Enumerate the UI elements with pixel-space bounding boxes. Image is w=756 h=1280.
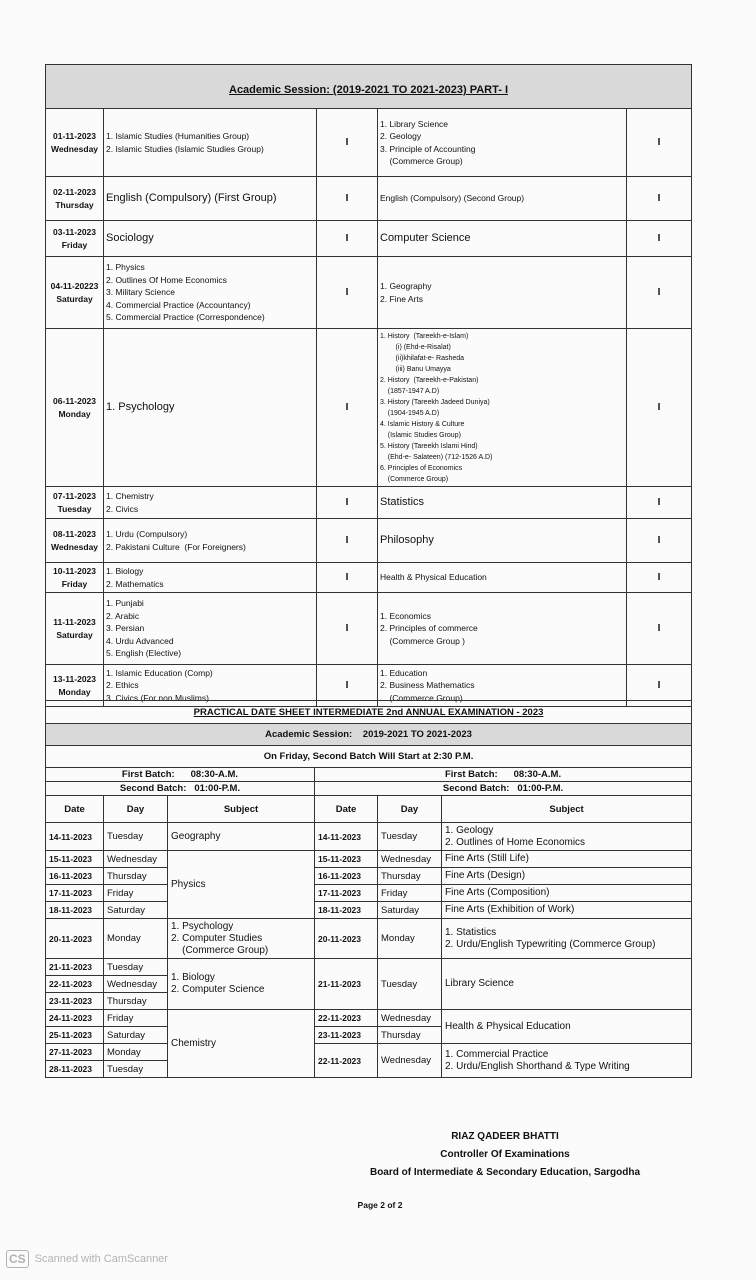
subject-line: 2. Urdu/English Shorthand & Type Writing bbox=[445, 1060, 630, 1072]
subject-line: (Commerce Group) bbox=[171, 944, 269, 956]
practical-row bbox=[46, 1044, 692, 1061]
exam-date: 07-11-2023 bbox=[52, 490, 96, 501]
subject-line: 1. Islamic Studies (Humanities Group) bbox=[106, 131, 250, 141]
subject-line: 2. Outlines of Home Economics bbox=[445, 836, 586, 848]
subject-line: 4. Commercial Practice (Accountancy) bbox=[106, 299, 251, 310]
subject-line: 2. Business Mathematics bbox=[380, 680, 475, 691]
paper-number: I bbox=[317, 487, 378, 519]
subject-line: 2. Outlines Of Home Economics bbox=[106, 274, 227, 285]
practical-subject bbox=[442, 902, 692, 919]
subject-line: 5. History (Tareekh Islami Hind) bbox=[380, 442, 478, 450]
exam-date-cell bbox=[46, 257, 104, 329]
camscanner-watermark bbox=[6, 1250, 168, 1268]
paper-number: I bbox=[317, 257, 378, 329]
second-batch-left bbox=[46, 782, 315, 796]
exam-date-cell bbox=[46, 593, 104, 665]
paper-number: I bbox=[627, 519, 692, 563]
theory-row bbox=[46, 221, 692, 257]
practical-day: Wednesday bbox=[378, 851, 442, 868]
subject-line: 1. Chemistry bbox=[106, 491, 154, 501]
first-session-subjects bbox=[104, 177, 317, 221]
subject-line: 2. Islamic Studies (Islamic Studies Group) bbox=[106, 143, 264, 154]
exam-day: Thursday bbox=[55, 199, 94, 210]
practical-date: 23-11-2023 bbox=[46, 993, 104, 1010]
theory-row bbox=[46, 593, 692, 665]
practical-header-row bbox=[46, 796, 692, 823]
practical-day: Tuesday bbox=[104, 959, 168, 976]
exam-day: Monday bbox=[58, 408, 91, 419]
camscanner-logo-icon: CS bbox=[6, 1250, 29, 1268]
paper-number: I bbox=[317, 177, 378, 221]
first-batch-time: 08:30-A.M. bbox=[513, 769, 562, 780]
practical-subject bbox=[442, 1010, 692, 1044]
exam-day: Saturday bbox=[56, 629, 93, 640]
subject-line: Fine Arts (Design) bbox=[445, 870, 526, 881]
exam-date: 06-11-2023 bbox=[52, 395, 96, 406]
practical-row bbox=[46, 919, 692, 959]
subject-line: 1. History (Tareekh-e-Islam) bbox=[380, 332, 469, 340]
subject-line: Fine Arts (Composition) bbox=[445, 887, 550, 898]
practical-date: 20-11-2023 bbox=[46, 919, 104, 959]
practical-day: Thursday bbox=[104, 993, 168, 1010]
subject-line: 4. Urdu Advanced bbox=[106, 635, 174, 646]
exam-date-cell bbox=[46, 177, 104, 221]
subject-line: 1. Punjabi bbox=[106, 598, 144, 609]
header-subject: Subject bbox=[168, 796, 315, 823]
exam-date: 02-11-2023 bbox=[52, 186, 96, 197]
subject-line: 1. Psychology bbox=[106, 401, 175, 414]
practical-day: Thursday bbox=[378, 868, 442, 885]
subject-line: 3. History (Tareekh Jadeed Duniya) bbox=[380, 398, 490, 406]
practical-day: Saturday bbox=[104, 1027, 168, 1044]
subject-line: Physics bbox=[171, 878, 206, 890]
practical-date: 15-11-2023 bbox=[46, 851, 104, 868]
first-session-subjects bbox=[104, 593, 317, 665]
theory-datesheet-table bbox=[45, 64, 692, 707]
practical-date: 18-11-2023 bbox=[315, 902, 378, 919]
practical-subject bbox=[168, 823, 315, 851]
controller-designation: Controller Of Examinations bbox=[440, 1149, 570, 1160]
subject-line: 3. Principle of Accounting bbox=[380, 143, 476, 154]
paper-number: I bbox=[627, 329, 692, 487]
subject-line: 2. Urdu/English Typewriting (Commerce Group) bbox=[445, 938, 656, 950]
paper-number: I bbox=[317, 329, 378, 487]
exam-day: Saturday bbox=[56, 293, 93, 304]
exam-day: Tuesday bbox=[57, 503, 92, 514]
practical-day: Tuesday bbox=[104, 823, 168, 851]
subject-line: Health & Physical Education bbox=[445, 1020, 571, 1032]
subject-line: 2. Geology bbox=[380, 131, 422, 141]
practical-date: 27-11-2023 bbox=[46, 1044, 104, 1061]
exam-date: 03-11-2023 bbox=[52, 226, 96, 237]
second-session-subjects bbox=[378, 221, 627, 257]
exam-date: 10-11-2023 bbox=[52, 565, 96, 576]
practical-day: Monday bbox=[378, 919, 442, 959]
paper-number: I bbox=[627, 563, 692, 593]
subject-line: 5. English (Elective) bbox=[106, 648, 182, 659]
subject-line: 1. Education bbox=[380, 667, 428, 678]
exam-day: Friday bbox=[61, 239, 88, 250]
paper-number: I bbox=[627, 177, 692, 221]
theory-row bbox=[46, 177, 692, 221]
subject-line: Statistics bbox=[380, 496, 425, 509]
first-batch-right bbox=[315, 768, 692, 782]
subject-line: 1. Statistics bbox=[445, 926, 497, 938]
second-batch-time: 01:00-P.M. bbox=[194, 783, 241, 794]
first-batch-label: First Batch: bbox=[121, 769, 175, 780]
subject-line: (Commerce Group ) bbox=[380, 635, 466, 646]
exam-day: Wednesday bbox=[50, 541, 99, 552]
exam-date: 04-11-20223 bbox=[50, 280, 99, 291]
practical-date: 22-11-2023 bbox=[315, 1044, 378, 1078]
practical-date: 18-11-2023 bbox=[46, 902, 104, 919]
practical-row bbox=[46, 885, 692, 902]
exam-date: 01-11-2023 bbox=[52, 130, 96, 141]
paper-number: I bbox=[317, 519, 378, 563]
subject-line: English (Compulsory) (First Group) bbox=[106, 192, 277, 205]
second-session-subjects bbox=[378, 177, 627, 221]
first-session-subjects bbox=[104, 519, 317, 563]
friday-note: On Friday, Second Batch Will Start at 2:30 P.M. bbox=[46, 746, 692, 768]
subject-line: 2. Computer Science bbox=[171, 984, 265, 995]
practical-day: Tuesday bbox=[378, 959, 442, 1010]
subject-line: Library Science bbox=[445, 978, 514, 989]
paper-number: I bbox=[317, 563, 378, 593]
subject-line: Geography bbox=[171, 830, 221, 842]
exam-day: Monday bbox=[58, 686, 91, 697]
header-subject: Subject bbox=[442, 796, 692, 823]
subject-line: 2. Arabic bbox=[106, 610, 140, 621]
theory-row bbox=[46, 563, 692, 593]
subject-line: 6. Principles of Economics bbox=[380, 464, 463, 472]
exam-date-cell bbox=[46, 519, 104, 563]
practical-day: Thursday bbox=[104, 868, 168, 885]
practical-day: Friday bbox=[378, 885, 442, 902]
practical-row bbox=[46, 868, 692, 885]
second-session-subjects bbox=[378, 593, 627, 665]
practical-day: Monday bbox=[104, 1044, 168, 1061]
subject-line: 3. Civics (For non Muslims) bbox=[106, 692, 209, 703]
controller-name: RIAZ QADEER BHATTI bbox=[451, 1131, 559, 1142]
first-batch-time: 08:30-A.M. bbox=[190, 769, 239, 780]
first-session-subjects bbox=[104, 329, 317, 487]
practical-row bbox=[46, 902, 692, 919]
subject-line: 3. Persian bbox=[106, 623, 145, 634]
practical-day: Wednesday bbox=[104, 851, 168, 868]
practical-subject bbox=[168, 959, 315, 1010]
subject-line: 2. Mathematics bbox=[106, 578, 164, 589]
subject-line: 1. Geography bbox=[380, 281, 432, 291]
second-batch-label: Second Batch: bbox=[442, 783, 510, 794]
exam-date: 08-11-2023 bbox=[52, 528, 96, 539]
second-session-subjects bbox=[378, 329, 627, 487]
practical-day: Tuesday bbox=[104, 1061, 168, 1078]
exam-date-cell bbox=[46, 329, 104, 487]
practical-subject bbox=[168, 1010, 315, 1078]
practical-date: 20-11-2023 bbox=[315, 919, 378, 959]
practical-subject bbox=[442, 919, 692, 959]
practical-subject bbox=[442, 851, 692, 868]
practical-subject bbox=[442, 959, 692, 1010]
paper-number: I bbox=[317, 665, 378, 707]
exam-date-cell bbox=[46, 563, 104, 593]
subject-line: 1. Geology bbox=[445, 824, 494, 836]
practical-subject bbox=[442, 885, 692, 902]
practical-date: 21-11-2023 bbox=[315, 959, 378, 1010]
practical-subject bbox=[442, 823, 692, 851]
first-batch-left bbox=[46, 768, 315, 782]
practical-title: PRACTICAL DATE SHEET INTERMEDIATE 2nd ANNUAL EXAMINATION - 2023 bbox=[46, 701, 692, 724]
paper-number: I bbox=[627, 221, 692, 257]
subject-line: Health & Physical Education bbox=[380, 572, 487, 583]
header-date: Date bbox=[315, 796, 378, 823]
exam-date: 13-11-2023 bbox=[52, 673, 96, 684]
practical-date: 17-11-2023 bbox=[46, 885, 104, 902]
subject-line: Computer Science bbox=[380, 232, 471, 245]
subject-line: 3. Military Science bbox=[106, 287, 175, 298]
subject-line: Sociology bbox=[106, 232, 154, 245]
subject-line: English (Compulsory) (Second Group) bbox=[380, 193, 525, 204]
paper-number: I bbox=[627, 109, 692, 177]
practical-day: Thursday bbox=[378, 1027, 442, 1044]
practical-date: 28-11-2023 bbox=[46, 1061, 104, 1078]
subject-line: 1. Urdu (Compulsory) bbox=[106, 529, 188, 539]
subject-line: (Islamic Studies Group) bbox=[380, 431, 461, 439]
subject-line: 1. Biology bbox=[171, 972, 215, 983]
subject-line: 2. History (Tareekh-e-Pakistan) bbox=[380, 376, 479, 384]
practical-date: 16-11-2023 bbox=[46, 868, 104, 885]
practical-day: Saturday bbox=[104, 902, 168, 919]
practical-date: 23-11-2023 bbox=[315, 1027, 378, 1044]
exam-date: 11-11-2023 bbox=[53, 616, 96, 627]
subject-line: (Commerce Group) bbox=[380, 692, 463, 703]
practical-date: 25-11-2023 bbox=[46, 1027, 104, 1044]
first-session-subjects bbox=[104, 257, 317, 329]
practical-day: Friday bbox=[104, 885, 168, 902]
practical-subject bbox=[168, 851, 315, 919]
subject-line: Fine Arts (Exhibition of Work) bbox=[445, 904, 575, 915]
practical-row bbox=[46, 959, 692, 976]
practical-subject bbox=[442, 1044, 692, 1078]
practical-date: 16-11-2023 bbox=[315, 868, 378, 885]
second-session-subjects bbox=[378, 519, 627, 563]
paper-number: I bbox=[317, 593, 378, 665]
subject-line: Philosophy bbox=[380, 534, 434, 547]
first-session-subjects bbox=[104, 221, 317, 257]
practical-day: Tuesday bbox=[378, 823, 442, 851]
practical-date: 21-11-2023 bbox=[46, 959, 104, 976]
subject-line: 2. Pakistani Culture (For Foreigners) bbox=[106, 541, 246, 552]
practical-datesheet-table bbox=[45, 700, 692, 1078]
subject-line: (1904-1945 A.D) bbox=[380, 409, 440, 417]
header-day: Day bbox=[378, 796, 442, 823]
practical-day: Monday bbox=[104, 919, 168, 959]
practical-session bbox=[46, 724, 692, 746]
paper-number: I bbox=[317, 109, 378, 177]
exam-date-cell bbox=[46, 109, 104, 177]
paper-number: I bbox=[317, 221, 378, 257]
subject-line: 1. Psychology bbox=[171, 920, 234, 932]
exam-day: Wednesday bbox=[50, 143, 99, 154]
subject-line: 2. Civics bbox=[106, 503, 139, 514]
subject-line: 1. Islamic Education (Comp) bbox=[106, 667, 213, 678]
practical-date: 22-11-2023 bbox=[315, 1010, 378, 1027]
first-session-subjects bbox=[104, 109, 317, 177]
second-batch-label: Second Batch: bbox=[119, 783, 187, 794]
paper-number: I bbox=[627, 593, 692, 665]
subject-line: (i) (Ehd-e-Risalat) bbox=[380, 343, 451, 351]
subject-line: 2. Ethics bbox=[106, 680, 139, 691]
second-session-subjects bbox=[378, 563, 627, 593]
practical-day: Wednesday bbox=[378, 1044, 442, 1078]
subject-line: 1. Commercial Practice bbox=[445, 1048, 549, 1060]
practical-day: Friday bbox=[104, 1010, 168, 1027]
first-session-subjects bbox=[104, 487, 317, 519]
subject-line: 1. Biology bbox=[106, 566, 144, 576]
practical-day: Saturday bbox=[378, 902, 442, 919]
practical-row bbox=[46, 851, 692, 868]
practical-date: 14-11-2023 bbox=[315, 823, 378, 851]
theory-row bbox=[46, 109, 692, 177]
header-date: Date bbox=[46, 796, 104, 823]
paper-number: I bbox=[627, 665, 692, 707]
exam-date-cell bbox=[46, 487, 104, 519]
subject-line: 1. Library Science bbox=[380, 118, 449, 129]
practical-subject bbox=[442, 868, 692, 885]
subject-line: 2. Computer Studies bbox=[171, 932, 263, 944]
page-number: Page 2 of 2 bbox=[357, 1200, 403, 1210]
theory-row bbox=[46, 487, 692, 519]
practical-date: 22-11-2023 bbox=[46, 976, 104, 993]
practical-date: 15-11-2023 bbox=[315, 851, 378, 868]
practical-session-label: Academic Session: bbox=[265, 729, 353, 740]
practical-day: Wednesday bbox=[104, 976, 168, 993]
practical-date: 24-11-2023 bbox=[46, 1010, 104, 1027]
practical-day: Wednesday bbox=[378, 1010, 442, 1027]
second-batch-right bbox=[315, 782, 692, 796]
theory-row bbox=[46, 519, 692, 563]
exam-date-cell bbox=[46, 221, 104, 257]
subject-line: (1857-1947 A.D) bbox=[380, 387, 440, 395]
subject-line: (Commerce Group) bbox=[380, 475, 449, 483]
subject-line: 2. Principles of commerce bbox=[380, 623, 478, 634]
subject-line: 2. Fine Arts bbox=[380, 293, 423, 304]
practical-date: 14-11-2023 bbox=[46, 823, 104, 851]
practical-session-value: 2019-2021 TO 2021-2023 bbox=[362, 729, 472, 740]
subject-line: (Ehd-e- Salateen) (712-1526 A.D) bbox=[380, 453, 493, 461]
header-day: Day bbox=[104, 796, 168, 823]
paper-number: I bbox=[627, 487, 692, 519]
second-session-subjects bbox=[378, 109, 627, 177]
subject-line: 4. Islamic History & Culture bbox=[380, 420, 465, 428]
watermark-text: Scanned with CamScanner bbox=[34, 1253, 168, 1265]
practical-date: 17-11-2023 bbox=[315, 885, 378, 902]
subject-line: 5. Commercial Practice (Correspondence) bbox=[106, 312, 265, 323]
first-batch-label: First Batch: bbox=[444, 769, 498, 780]
subject-line: (iii) Banu Umayya bbox=[380, 365, 451, 373]
theory-row bbox=[46, 257, 692, 329]
subject-line: Chemistry bbox=[171, 1037, 217, 1049]
practical-subject bbox=[168, 919, 315, 959]
second-session-subjects bbox=[378, 257, 627, 329]
second-batch-time: 01:00-P.M. bbox=[517, 783, 564, 794]
subject-line: 1. Physics bbox=[106, 262, 145, 273]
board-name: Board of Intermediate & Secondary Education, Sargodha bbox=[369, 1167, 641, 1178]
session-banner: Academic Session: (2019-2021 TO 2021-2023) PART- I bbox=[46, 65, 692, 109]
exam-day: Friday bbox=[61, 578, 88, 589]
subject-line: (ii)khilafat-e- Rasheda bbox=[380, 354, 465, 362]
subject-line: Fine Arts (Still Life) bbox=[445, 853, 529, 864]
paper-number: I bbox=[627, 257, 692, 329]
subject-line: 1. Economics bbox=[380, 610, 432, 621]
first-session-subjects bbox=[104, 563, 317, 593]
theory-row bbox=[46, 329, 692, 487]
signature-block bbox=[340, 1128, 670, 1182]
practical-row bbox=[46, 1010, 692, 1027]
second-session-subjects bbox=[378, 487, 627, 519]
subject-line: (Commerce Group) bbox=[380, 156, 463, 166]
practical-row bbox=[46, 823, 692, 851]
